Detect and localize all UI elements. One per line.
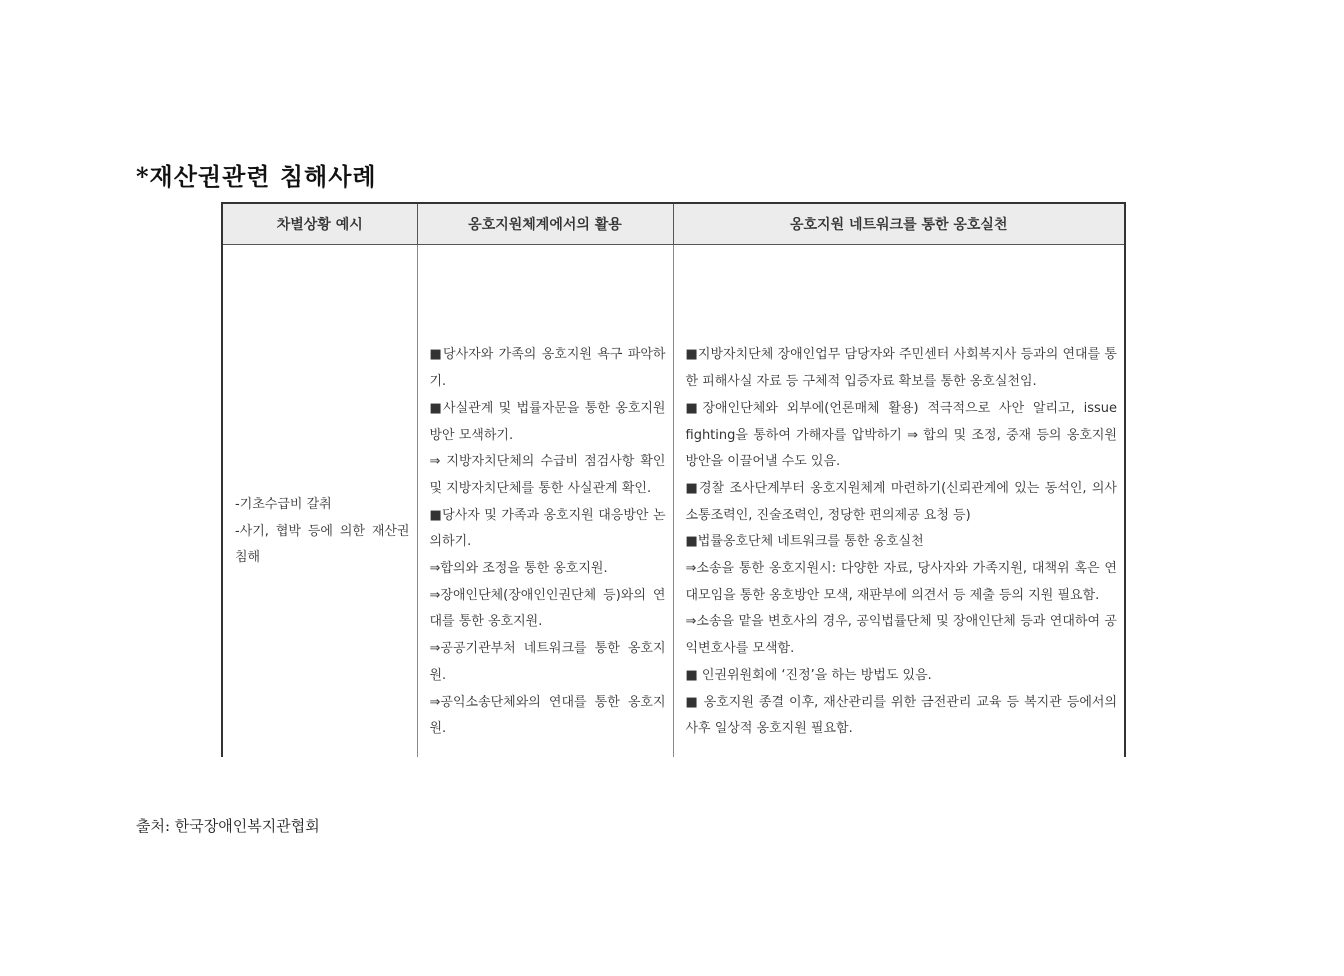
practice-item: ■ 인권위원회에 ‘진정’을 하는 방법도 있음. — [685, 667, 932, 683]
usage-item: ⇒합의와 조정을 통한 옹호지원. — [429, 561, 608, 577]
practice-item: ■경찰 조사단계부터 옹호지원체계 마련하기(신뢰관계에 있는 동석인, 의사소통조력인, 진술조력인, 정당한 편의제공 요청 등) — [685, 480, 1117, 523]
header-discrimination-example: 차별상황 예시 — [222, 203, 417, 245]
practice-item: ■ 옹호지원 종결 이후, 재산관리를 위한 금전관리 교육 등 복지관 등에서의 사후 일상적 옹호지원 필요함. — [685, 694, 1117, 737]
header-system-usage: 옹호지원체계에서의 활용 — [417, 203, 673, 245]
practice-item: ⇒소송을 맡을 변호사의 경우, 공익법률단체 및 장애인단체 등과 연대하여 공익변호사를 모색함. — [685, 614, 1117, 657]
infringement-case-table — [221, 202, 1126, 757]
usage-item: ■당사자 및 가족과 옹호지원 대응방안 논의하기. — [429, 507, 666, 550]
practice-item: ■법률옹호단체 네트워크를 통한 옹호실천 — [685, 534, 924, 550]
cell-system-usage — [417, 245, 673, 758]
usage-item: ■사실관계 및 법률자문을 통한 옹호지원 방안 모색하기. — [429, 400, 666, 443]
usage-item: ⇒ 지방자치단체의 수급비 점검사항 확인 및 지방자치단체를 통한 사실관계 확인. — [429, 454, 666, 496]
cell-discrimination-examples — [222, 245, 417, 758]
table-header-row — [222, 203, 1125, 245]
source-note: 출처: 한국장애인복지관협회 — [136, 817, 320, 835]
page-title: *재산권관련 침해사례 — [136, 162, 377, 191]
case-item: -사기, 협박 등에 의한 재산권 침해 — [235, 523, 410, 566]
header-network-practice: 옹호지원 네트워크를 통한 옹호실천 — [673, 203, 1125, 245]
usage-item: ⇒장애인단체(장애인인권단체 등)와의 연대를 통한 옹호지원. — [429, 587, 666, 630]
cell-network-practice — [673, 245, 1125, 758]
practice-item: ■장애인단체와 외부에(언론매체 활용) 적극적으로 사안 알리고, issue fighting을 통하여 가해자를 압박하기 ⇒ 합의 및 조정, 중재 등의 옹호지원 방안을 이끌어낼 수도 있음. — [685, 400, 1117, 470]
table-row — [222, 245, 1125, 758]
usage-item: ⇒공익소송단체와의 연대를 통한 옹호지원. — [429, 694, 666, 737]
practice-item: ■지방자치단체 장애인업무 담당자와 주민센터 사회복지사 등과의 연대를 통한 피해사실 자료 등 구체적 입증자료 확보를 통한 옹호실천임. — [685, 347, 1117, 390]
usage-item: ⇒공공기관부처 네트워크를 통한 옹호지원. — [429, 641, 666, 683]
case-item: -기초수급비 갈취 — [235, 497, 332, 512]
practice-item: ⇒소송을 통한 옹호지원시: 다양한 자료, 당사자와 가족지원, 대책위 혹은 연대모임을 통한 옹호방안 모색, 재판부에 의견서 등 제출 등의 지원 필요함. — [685, 561, 1117, 603]
usage-item: ■당사자와 가족의 옹호지원 욕구 파악하기. — [429, 347, 666, 390]
